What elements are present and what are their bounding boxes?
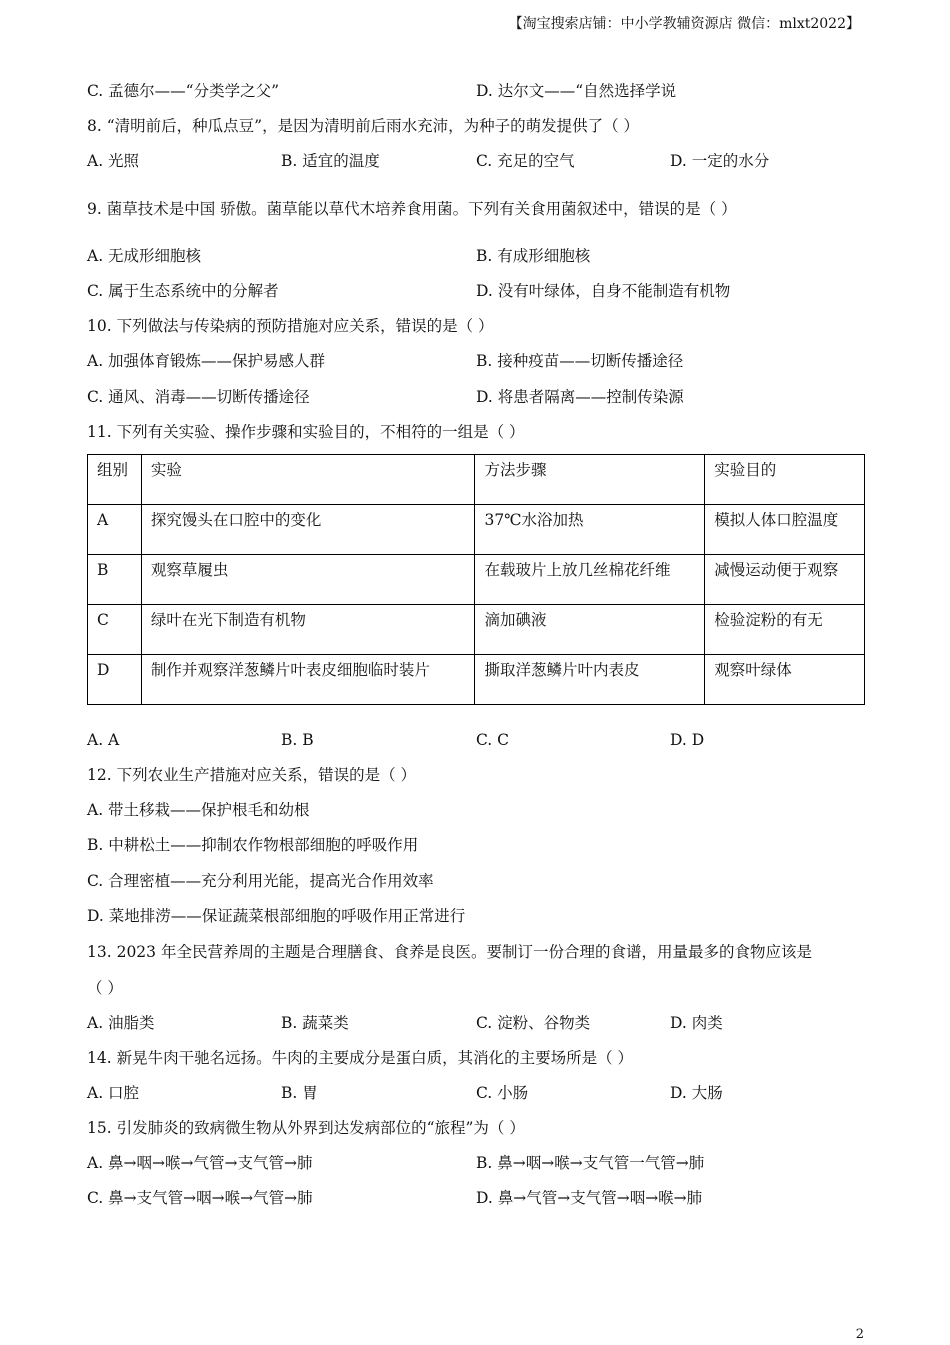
table-cell: 模拟人体口腔温度 [705,505,865,555]
question-7-option-c: C. 孟德尔——“分类学之父” [87,82,280,100]
table-row [88,655,865,705]
question-8-option-a: A. 光照 [87,152,140,170]
question-14-option-a: A. 口腔 [87,1084,140,1102]
question-13-option-c: C. 淀粉、谷物类 [476,1014,591,1032]
question-11-stem: 11. 下列有关实验、操作步骤和实验目的，不相符的一组是（ ） [87,423,525,441]
table-header-cell: 实验 [141,455,475,505]
question-13-option-d: D. 肉类 [670,1014,723,1032]
question-11-option-b: B. B [281,731,314,749]
table-row [88,505,865,555]
question-10-option-c: C. 通风、消毒——切断传播途径 [87,388,310,406]
question-10-option-d: D. 将患者隔离——控制传染源 [476,388,684,406]
table-cell: C [88,605,142,655]
question-8-option-b: B. 适宜的温度 [281,152,380,170]
question-9-option-b: B. 有成形细胞核 [476,247,591,265]
table-cell: 滴加碘液 [475,605,705,655]
question-15-option-a: A. 鼻→咽→喉→气管→支气管→肺 [87,1154,313,1172]
table-cell: 绿叶在光下制造有机物 [141,605,475,655]
question-13-option-b: B. 蔬菜类 [281,1014,349,1032]
page-header: 【淘宝搜索店铺：中小学教辅资源店 微信：mlxt2022】 [508,16,860,32]
question-8-option-d: D. 一定的水分 [670,152,770,170]
question-12-option-d: D. 菜地排涝——保证蔬菜根部细胞的呼吸作用正常进行 [87,907,466,925]
question-13-option-a: A. 油脂类 [87,1014,155,1032]
table-cell: 减慢运动便于观察 [705,555,865,605]
question-10-option-b: B. 接种疫苗——切断传播途径 [476,352,684,370]
table-row [88,555,865,605]
question-8-stem: 8. “清明前后，种瓜点豆”，是因为清明前后雨水充沛，为种子的萌发提供了（ ） [87,117,639,135]
table-cell: A [88,505,142,555]
question-9-option-a: A. 无成形细胞核 [87,247,202,265]
table-cell: 撕取洋葱鳞片叶内表皮 [475,655,705,705]
question-15-option-b: B. 鼻→咽→喉→支气管一气管→肺 [476,1154,705,1172]
table-header-row [88,455,865,505]
question-12-option-b: B. 中耕松土——抑制农作物根部细胞的呼吸作用 [87,836,419,854]
question-15-option-c: C. 鼻→支气管→咽→喉→气管→肺 [87,1189,313,1207]
question-10-stem: 10. 下列做法与传染病的预防措施对应关系，错误的是（ ） [87,317,494,335]
experiment-table [87,454,865,705]
table-header-cell: 方法步骤 [475,455,705,505]
question-13-stem: 13. 2023 年全民营养周的主题是合理膳食、食养是良医。要制订一份合理的食谱，用量最多的食物应该是 [87,943,812,961]
question-15-option-d: D. 鼻→气管→支气管→咽→喉→肺 [476,1189,703,1207]
question-10-option-a: A. 加强体育锻炼——保护易感人群 [87,352,326,370]
table-cell: 制作并观察洋葱鳞片叶表皮细胞临时装片 [141,655,475,705]
question-9-option-c: C. 属于生态系统中的分解者 [87,282,279,300]
question-12-option-c: C. 合理密植——充分利用光能，提高光合作用效率 [87,872,434,890]
question-11-option-a: A. A [87,731,120,749]
question-7-option-d: D. 达尔文——“自然选择学说 [476,82,677,100]
question-9-option-d: D. 没有叶绿体，自身不能制造有机物 [476,282,731,300]
table-row [88,605,865,655]
question-14-option-c: C. 小肠 [476,1084,529,1102]
table-cell: 观察叶绿体 [705,655,865,705]
table-cell: 检验淀粉的有无 [705,605,865,655]
table-cell: 37℃水浴加热 [475,505,705,555]
question-14-stem: 14. 新晃牛肉干驰名远扬。牛肉的主要成分是蛋白质，其消化的主要场所是（ ） [87,1049,634,1067]
table-header-cell: 实验目的 [705,455,865,505]
question-15-stem: 15. 引发肺炎的致病微生物从外界到达发病部位的“旅程”为（ ） [87,1119,525,1137]
table-cell: 观察草履虫 [141,555,475,605]
table-cell: 在载玻片上放几丝棉花纤维 [475,555,705,605]
question-14-option-b: B. 胃 [281,1084,318,1102]
page-number: 2 [855,1327,864,1342]
table-header-cell: 组别 [88,455,142,505]
question-13-answer-paren: （ ） [87,979,123,997]
question-9-stem: 9. 菌草技术是中国 骄傲。菌草能以草代木培养食用菌。下列有关食用菌叙述中，错误的是（ ） [87,200,737,218]
question-12-stem: 12. 下列农业生产措施对应关系，错误的是（ ） [87,766,417,784]
question-12-option-a: A. 带土移栽——保护根毛和幼根 [87,801,310,819]
question-11-option-d: D. D [670,731,705,749]
question-8-option-c: C. 充足的空气 [476,152,575,170]
table-cell: 探究馒头在口腔中的变化 [141,505,475,555]
question-14-option-d: D. 大肠 [670,1084,723,1102]
table-cell: B [88,555,142,605]
table-cell: D [88,655,142,705]
question-11-option-c: C. C [476,731,510,749]
